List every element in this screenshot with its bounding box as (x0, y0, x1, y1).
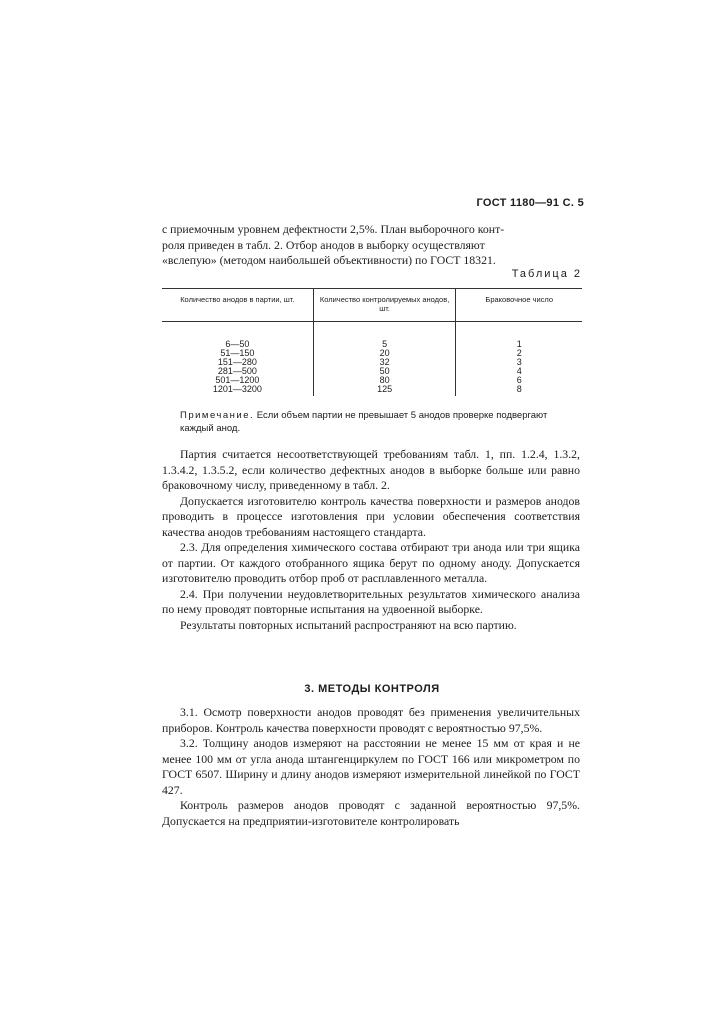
body-paragraph: 3.2. Толщину анодов измеряют на расстоянии не менее 15 мм от края и не менее 100 мм от угла анода штангенциркулем по ГОСТ 166 или микрометром по ГОСТ 6507. Ширину и длину анодов измеряют измерительной линейкой по ГОСТ 427. (162, 736, 580, 797)
table-header-reject-number: Браковочное число (456, 289, 582, 322)
table-cell: 51—150 (220, 348, 255, 358)
body-paragraph: Партия считается несоответствующей требованиям табл. 1, пп. 1.2.4, 1.3.2, 1.3.4.2, 1.3.5.2, если количество дефектных анодов в выборке больше или равно браковочному числу, приведенному в табл. 2. (162, 447, 580, 492)
note-label: Примечание. (180, 410, 255, 421)
table-cell: 3 (456, 358, 582, 367)
table-cell: 2 (456, 349, 582, 358)
section-title: 3. МЕТОДЫ КОНТРОЛЯ (304, 683, 440, 695)
intro-line: роля приведен в табл. 2. Отбор анодов в выборку осуществляют (162, 237, 485, 252)
body-paragraph: Контроль размеров анодов проводят с заданной вероятностью 97,5%. Допускается на предприятии-изготовителе контролировать (162, 798, 580, 828)
table-row (162, 322, 582, 350)
intro-line: «вслепую» (методом наибольшей объективности) по ГОСТ 18321. (162, 253, 496, 267)
table-cell: 8 (456, 385, 582, 396)
body-paragraph: Допускается изготовителю контроль качества поверхности и размеров анодов проводить в процессе изготовления при условии обеспечения соответствия качества анодов требованиям настоящего стандарта. (162, 493, 580, 539)
table-header-row (162, 289, 582, 322)
sampling-plan-table (162, 288, 582, 396)
body-paragraph: Результаты повторных испытаний распространяют на всю партию. (180, 617, 517, 632)
table-caption: Таблица 2 (511, 268, 582, 280)
table-cell: 6—50 (225, 339, 250, 349)
intro-line: с приемочным уровнем дефектности 2,5%. План выборочного конт- (162, 222, 505, 236)
table-cell: 1 (456, 322, 582, 350)
table-row (162, 385, 582, 396)
table-cell: 1201—3200 (212, 384, 262, 394)
page-header-doc-ref: ГОСТ 1180—91 С. 5 (476, 197, 584, 209)
table-cell: 281—500 (217, 366, 257, 376)
intro-paragraph (162, 222, 580, 269)
section3-body-block (162, 705, 580, 829)
table-cell: 151—280 (217, 357, 257, 367)
note-text: Если объем партии не превышает 5 анодов проверке подвергают каждый анод. (180, 410, 548, 434)
table-cell: 20 (313, 349, 456, 358)
table-cell: 80 (313, 376, 456, 385)
table-cell: 32 (313, 358, 456, 367)
table-cell: 6 (456, 376, 582, 385)
table-cell: 125 (313, 385, 456, 396)
table-cell: 5 (313, 322, 456, 350)
body-paragraph: 2.3. Для определения химического состава отбирают три анода или три ящика от партии. От каждого отобранного ящика берут по одному аноду. Допускается изготовителю проводить отбор проб от расплавленного металла. (162, 540, 580, 585)
table-header-lot-size: Количество анодов в партии, шт. (162, 289, 313, 322)
table-cell: 501—1200 (215, 375, 260, 385)
body-paragraph: 3.1. Осмотр поверхности анодов проводят без применения увеличительных приборов. Контроль качества поверхности проводят с вероятностью 97,5%. (162, 705, 580, 735)
sampling-body-block (162, 447, 580, 633)
table-cell: 4 (456, 367, 582, 376)
table-header-sample-size: Количество контролируемых анодов, шт. (313, 289, 456, 322)
table-note (180, 409, 580, 435)
table-cell: 50 (313, 367, 456, 376)
body-paragraph: 2.4. При получении неудовлетворительных результатов химического анализа по нему проводят повторные испытания на удвоенной выборке. (162, 586, 580, 616)
